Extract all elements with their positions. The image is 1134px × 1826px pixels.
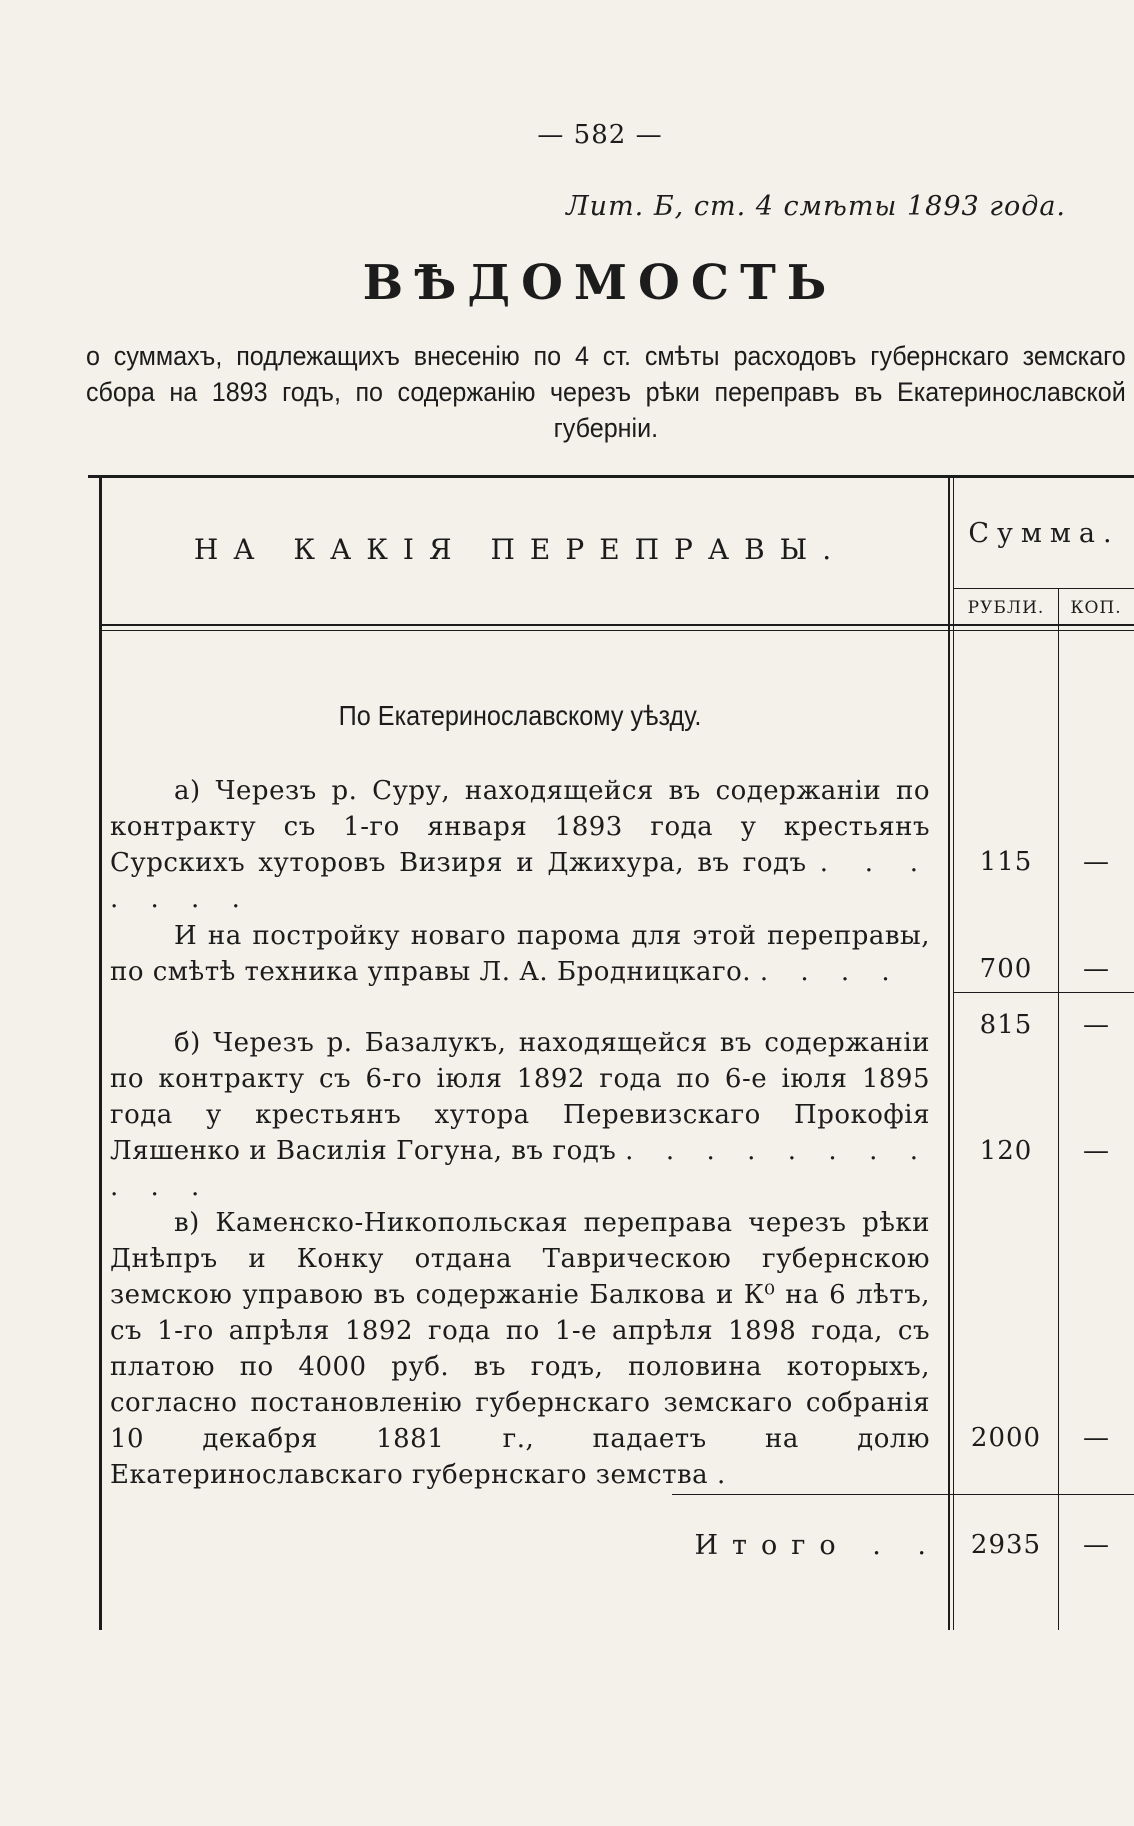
table-top-rule	[88, 475, 1134, 478]
total-kopecks: —	[1083, 1530, 1109, 1560]
total-label: Итого . .	[694, 1530, 940, 1561]
total-rule	[672, 1494, 1134, 1495]
entry-b-text: б) Черезъ р. Базалукъ, находящейся въ содержаніи по контракту съ 6-го іюля 1892 года по 6-е іюля 1895 года у крестьянъ хутора Перевизскаго Прокофія Ляшенко и Василія Гогуна, въ годъ	[110, 1028, 930, 1166]
entry-a-kopecks: —	[1083, 847, 1109, 877]
entry-a	[110, 773, 930, 917]
entry-b-rubles: 120	[979, 1136, 1033, 1166]
header-bottom-rule	[99, 624, 1134, 626]
entry-v-rubles: 2000	[970, 1423, 1042, 1453]
header-crossings: НА КАКІЯ ПЕРЕПРАВЫ.	[193, 533, 847, 566]
entry-v	[110, 1205, 930, 1493]
header-kopecks: КОП.	[1070, 598, 1122, 618]
entry-b	[110, 1025, 930, 1205]
entry-ferry-construction	[110, 918, 930, 990]
subtotal-rule	[954, 992, 1134, 993]
table-left-border	[99, 478, 102, 1630]
kop-column-divider	[1058, 588, 1059, 1630]
entry-ferry-construction-rubles: 700	[979, 954, 1033, 984]
sum-column-divider	[948, 478, 950, 1630]
subtotal-rubles: 815	[979, 1010, 1033, 1040]
entry-a-text: а) Черезъ р. Суру, находящейся въ содержаніи по контракту съ 1-го января 1893 года у крестьянъ Сурскихъ хуторовъ Визиря и Джихура, въ годъ	[110, 776, 930, 878]
entry-b-leader: . . . . . . . . . . .	[110, 1136, 930, 1202]
entry-ferry-construction-text: И на постройку новаго парома для этой переправы, по смѣтѣ техника управы Л. А. Бродницкаго.	[110, 921, 930, 987]
page-number: — 582 —	[537, 120, 663, 150]
entry-v-leader: .	[716, 1460, 738, 1490]
sum-column-divider-2	[953, 478, 954, 1630]
entry-v-kopecks: —	[1083, 1423, 1109, 1453]
district-heading: По Екатеринославскому уѣзду.	[338, 700, 702, 731]
subtotal-kopecks: —	[1083, 1010, 1109, 1040]
header-sum: Сумма.	[968, 518, 1120, 549]
entry-a-rubles: 115	[979, 847, 1033, 877]
sum-header-rule	[954, 588, 1134, 589]
estimate-reference: Лит. Б, ст. 4 смѣты 1893 года.	[566, 191, 1066, 222]
document-title: ВѢДОМОСТЬ	[362, 255, 838, 311]
header-bottom-rule-2	[99, 630, 1134, 631]
total-rubles: 2935	[970, 1530, 1042, 1560]
header-rubles: РУБЛИ.	[967, 598, 1045, 618]
entry-v-text: в) Каменско-Никопольская переправа черезъ рѣки Днѣпръ и Конку отдана Таврическою губернскою земскою управою въ содержаніе Балкова и К⁰ на 6 лѣтъ, съ 1-го апрѣля 1892 года по 1-е апрѣля 1898 года, съ платою по 4000 руб. въ годъ, половина которыхъ, согласно постановленію губернскаго земскаго собранія 10 декабря 1881 г., падаетъ на долю Екатеринославскаго губернскаго земства	[110, 1208, 930, 1490]
document-subtitle: о суммахъ, подлежащихъ внесенію по 4 ст. смѣты расходовъ губернскаго земскаго сбора на 1893 годъ, по содержанію черезъ рѣки переправъ въ Екатеринославской губерніи.	[86, 341, 1126, 443]
entry-b-kopecks: —	[1083, 1136, 1109, 1166]
entry-a-leader: . . . . . . .	[110, 848, 930, 914]
entry-ferry-construction-leader: . . . .	[759, 957, 902, 987]
entry-ferry-construction-kopecks: —	[1083, 954, 1109, 984]
